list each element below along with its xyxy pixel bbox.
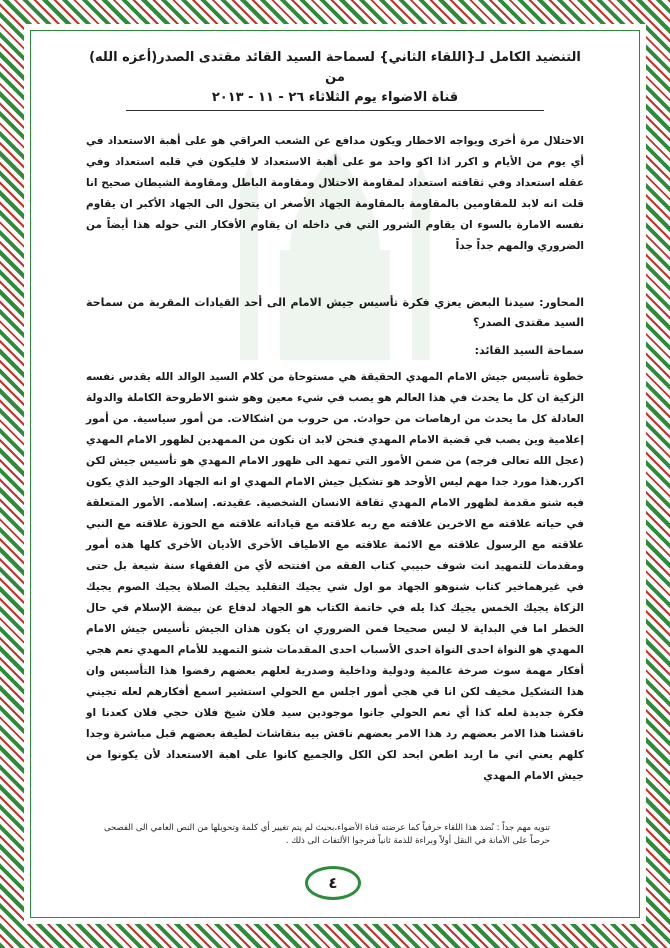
interviewer-question: المحاور: سيدنا البعض يعزي فكرة تأسيس جيش الامام الى أحد القيادات المقربة من سماحة السيد مقتدى الصدر؟ <box>86 296 584 329</box>
document-title <box>86 48 584 108</box>
title-divider <box>126 110 544 111</box>
speaker-label: سماحة السيد القائد: <box>474 344 584 357</box>
document-body <box>86 40 584 908</box>
title-line-1: التنضيد الكامل لـ{اللقاء الثاني} لسماحة السيد القائد مقتدى الصدر(أعزه الله) من <box>89 50 581 85</box>
footnote: تنويه مهم جداً : نُضد هذا اللقاء حرفياً كما عرضته قناة الأضواء،بحيث لم يتم تغيير أي كلمة وتحويلها من النص العامي الى الفصحى حرصاً على الأمانة في النقل أولاً وبراءة للذمة ثانياً فنرجوا الألتفات الى ذلك . <box>103 823 550 846</box>
page-number: ٤ <box>305 866 361 900</box>
title-line-2: قناة الاضواء يوم الثلاثاء ٢٦ - ١١ - ٢٠١٣ <box>211 90 459 105</box>
answer-paragraph: خطوة تأسيس جيش الامام المهدي الحقيقة هي مستوحاة من كلام السيد الوالد الله يقدس نفسه الزكية ان كل ما يحدث في هذا العالم هو يصب في شيء معين وهو شنو الاطروحة الكاملة والدولة العادلة كل ما يحدث من ارهاصات من حوادث. من حروب من اشكالات. من أمور سياسية. من أمور إعلامية وين يصب في قضية الامام المهدي فنحن لابد ان نكون من الممهدين لظهور الامام المهدي (عجل الله تعالى فرجه) من ضمن الأمور التي تمهد الى ظهور الامام المهدي هو تأسيس جيش لكن اكرر.هذا مورد جدا مهم ليس الأوحد هو تشكيل جيش الامام المهدي او انه الجهاد الوحيد الذي يكون فيه شنو مقدمة لظهور الامام المهدي ثقافة الانسان الشخصية. عقيدته. إسلامه. الأمور المتعلقة في حياته علاقته مع الاخرين علاقته مع ربه علاقته مع قياداته علاقته مع الحوزة علاقته مع النبي علاقته مع الرسول علاقته مع الائمة علاقته مع الاطياف الأخرى الأديان الأخرى كلها هذه أمور ومقدمات للتمهيد انت شوف حبيبي كتاب الفقه من افتتحه لأي من الفقهاء سنة شيعة بل حتى في غيرهماخير كتاب شنوهو الجهاد مو اول شي يجيك التقليد يجيك الصلاة يجيك الصوم يجيك الزكاة يجيك الخمس يجيك كذا يله في خاتمة الكتاب هو الجهاد لدفاع عن بيضة الإسلام في حال الخطر اما في البداية لا ليس صحيحا فمن الضروري ان يكون هذان الجيش تأسيس جيش الامام المهدي هو النواة احدى النواة احدى الأسباب احدى المقدمات شنو التمهيد للأمام المهدي نعم هجي أفكار مهمة سوت صرخة عالمية ودولية وداخلية وصدرية لعلهم بعضهم رفضوا هذا التأسيس وان هذا التشكيل مخيف لكن انا في هجي أمور اجلس مع الحولي استشير اسمع أفكارهم لعله تجيني فكرة جديدة لعله كذا أي نعم الحولي جانوا موجودين سيد فلان شيخ فلان حجي فلان كعدنا او ناقشنا هذا الامر بعضهم رد هذا الامر بعضهم ناقش بيه بنقاشات لطيفة بعضهم قبل مباشرة وجدا كلهم يعني اني ما اريد اطعن ابحد لكن الكل والجميع كانوا على اهبة الاستعداد لأن يكونوا من جيش الامام المهدي <box>86 371 584 782</box>
intro-paragraph: الاحتلال مرة أخرى ويواجه الاخطار ويكون مدافع عن الشعب العراقي هو على أهبة الاستعداد في أي يوم من الأيام و اكرر اذا اكو واحد مو على أهبة الاستعداد لا فليكون في قلبه استعداد وفي عقله استعداد وفي ثقافته استعداد لمقاومة الاحتلال ومقاومة الباطل ومقاومة الشيطان صحيح انا قلت انه لابد للمقاومين بالمقاومة بالمقاومة الجهاد الأصغر ان يتحول الى الجهاد الأكبر ان يقاوم نفسه الامارة بالسوء ان يقاوم الشرور التي في داخله ان يقاوم الأفكار التي حوله هذا أيضاً من الضروري والمهم جداً جداً <box>86 135 584 252</box>
